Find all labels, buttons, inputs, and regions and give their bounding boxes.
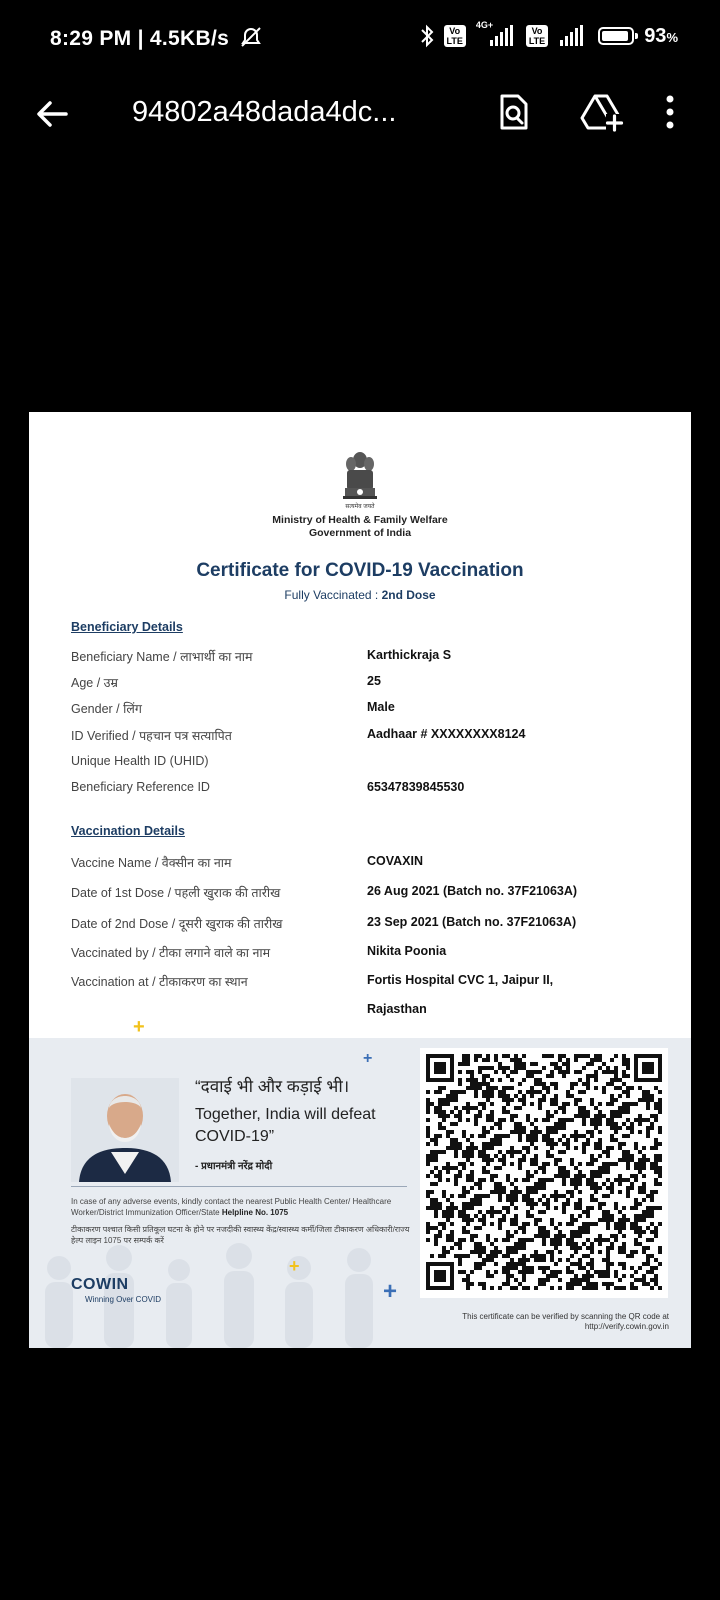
helpline-notice: In case of any adverse events, kindly contact the nearest Public Health Center/ Healthcare Worker/District Immunization Officer/State Helpline No. 1075 टीकाकरण पश्चात किसी प्रतिकूल घटना के होने पर नजदीकी स्वास्थ्य केंद्र/स्वास्थ्य कर्मी/जिला टीकाकरण अधिकारी/राज्य हेल्प लाइन 1075 पर सम्पर्क करें xyxy=(71,1197,410,1245)
signal-icon-2 xyxy=(558,24,588,48)
certificate-document[interactable]: सत्यमेव जयते Ministry of Health & Family Welfare Government of India Certificate for COVID-19 Vaccination Fully Vaccinated : 2nd Dose Beneficiary Details Beneficiary Name / लाभार्थी का नाम Karthickraja S Age / उम्र 25 Gender / लिंग Male ID Verified / पहचान पत्र सत्यापित Aadhaar # XXXXXXXX8124 Unique Health ID (UHID) Beneficiary Reference ID 65347839845530 Vaccination Details Vaccine Name / वैक्सीन का नाम COVAXIN Date of 1st Dose / पहली खुराक की तारीख 26 Aug 2021 (Batch no. 37F21063A) Date of 2nd Dose / दूसरी खुराक की तारीख 23 Sep 2021 (Batch no. 37F21063A) Vaccinated by / टीका लगाने वाले का नाम Nikita Poonia Vaccination at / टीकाकरण का स्थान Fortis Hospital CVC 1, Jaipur II, Rajasthan + “दवाई भी और कड़ाई भी। Together, India will defeat COVID-19” - प्रधानमंत्री नरेंद्र मोदी + In case of any adverse events, kindly contact the nearest Public Health Center/ Healthcare Worker/District Immunization Officer/State Helpline No. 1075 टीकाकरण पश्चात किसी प्रतिकूल घटना के होने पर नजदीकी स्वास्थ्य केंद्र/स्वास्थ्य कर्मी/जिला टीकाकरण अधिकारी/राज्य हेल्प लाइन 1075 पर सम्पर्क करें + + COWIN Winning Over COVID This certificate can be verified by scanning the QR code at http://verify.cowin.gov.in xyxy=(29,412,691,1348)
vaccination-details-heading: Vaccination Details xyxy=(71,824,185,838)
cowin-tagline: Winning Over COVID xyxy=(85,1295,162,1304)
status-right: Vo LTE 4G+ Vo LTE 93% xyxy=(420,24,679,48)
document-search-icon[interactable] xyxy=(494,92,534,132)
vaccination-status: Fully Vaccinated : 2nd Dose xyxy=(284,588,436,602)
status-bar xyxy=(0,0,720,80)
emblem-motto: सत्यमेव जयते xyxy=(345,504,375,510)
pm-quote: “दवाई भी और कड़ाई भी। Together, India will defeat COVID-19” - प्रधानमंत्री नरेंद्र मोदी xyxy=(195,1077,376,1172)
certificate-title: Certificate for COVID-19 Vaccination xyxy=(196,560,524,581)
certificate-footer xyxy=(29,1038,691,1348)
volte-badge: Vo LTE xyxy=(444,25,466,47)
network-speed: 4.5KB/s xyxy=(149,27,230,50)
battery-fill xyxy=(602,31,628,41)
volte-badge-2: Vo LTE xyxy=(526,25,548,47)
file-title: 94802a48dada4dc... xyxy=(132,96,397,128)
ministry-name: Ministry of Health & Family Welfare Government of India xyxy=(272,514,448,539)
status-left: 8:29 PM | 4.5KB/s xyxy=(50,26,263,51)
beneficiary-details-heading: Beneficiary Details xyxy=(71,620,183,634)
plus-decoration-icon: + xyxy=(133,1016,145,1038)
network-type: 4G+ xyxy=(475,20,494,30)
app-bar xyxy=(0,80,720,144)
plus-decoration-icon: + xyxy=(289,1256,300,1276)
more-options-icon[interactable] xyxy=(660,92,680,132)
verify-note: This certificate can be verified by scanning the QR code at http://verify.cowin.gov.in xyxy=(462,1312,669,1331)
portrait-image xyxy=(71,1078,179,1182)
national-emblem-icon xyxy=(340,448,380,510)
add-to-drive-icon[interactable] xyxy=(580,92,624,132)
alarm-off-icon xyxy=(239,26,263,48)
qr-code-image xyxy=(426,1054,662,1292)
clock: 8:29 PM xyxy=(50,27,132,50)
divider xyxy=(71,1186,407,1187)
qr-modules xyxy=(426,1054,662,1290)
back-arrow-icon[interactable] xyxy=(32,94,72,134)
bluetooth-icon xyxy=(420,24,434,48)
battery-icon xyxy=(598,27,634,45)
battery-percent: 93 xyxy=(644,24,667,47)
cowin-logo: COWIN xyxy=(71,1276,129,1293)
plus-decoration-icon: + xyxy=(363,1050,373,1067)
plus-decoration-icon: + xyxy=(383,1278,398,1305)
qr-code xyxy=(420,1048,668,1298)
signal-strength-1 xyxy=(475,20,516,48)
